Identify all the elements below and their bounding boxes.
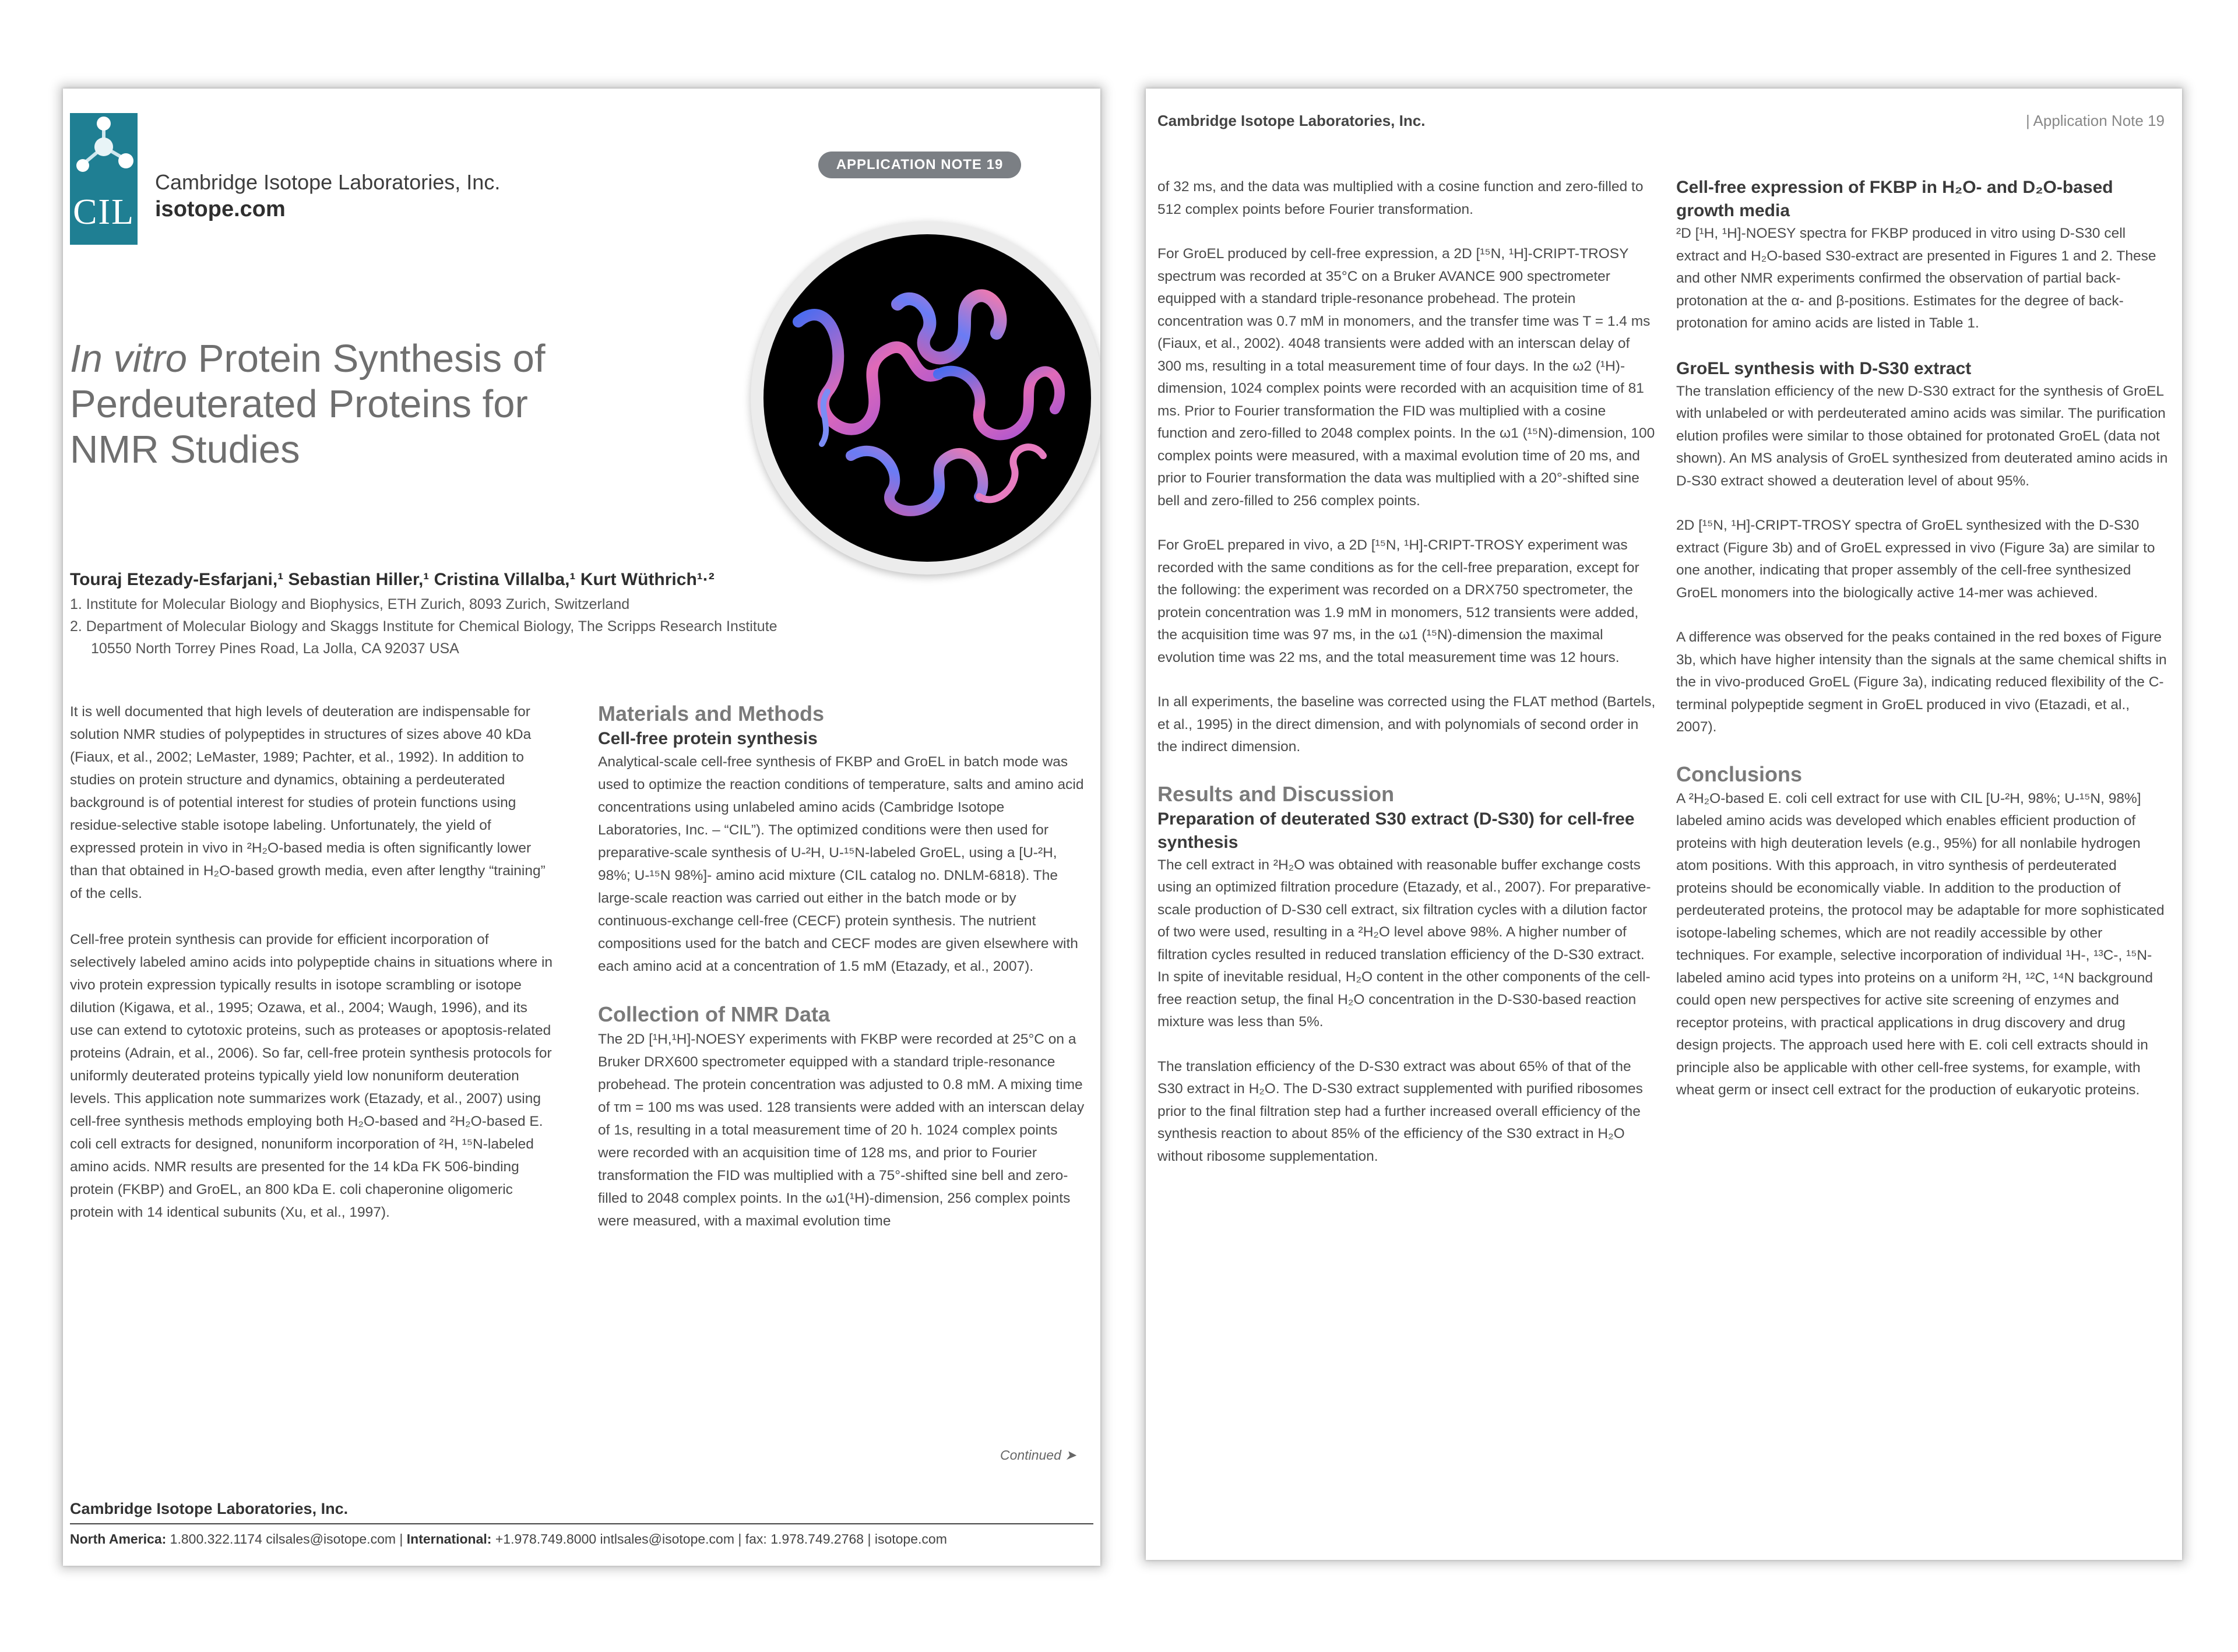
page-2 [1146, 89, 2182, 1560]
p2-c1-paragraph-2: For GroEL produced by cell-free expression, a 2D [¹⁵N, ¹H]-CRIPT-TROSY spectrum was recorded at 35°C on a Bruker AVANCE 900 spectrometer equipped with a standard triple-resonance probehead. The protein concentration was 0.7 mM in monomers, and the transfer time was T = 1.4 ms (Fiaux, et al., 2002). 4048 transients were added with an interscan delay of 300 ms, resulting in a total measurement time of four days. In the ω2 (¹H)-dimension, 1024 complex points were recorded with an acquisition time of 81 ms. Prior to Fourier transformation the FID was multiplied with a cosine function and zero-filled to 2048 complex points. In the ω1 (¹⁵N)-dimension, 100 complex points were measured, with a maximal evolution time of 20 ms, and prior to Fourier transformation the data was multiplied with a 20°-shifted sine bell and zero-filled to 256 complex points. [1157, 246, 1655, 509]
p2-c2-paragraph-4: A difference was observed for the peaks contained in the red boxes of Figure 3b, which have higher intensity than the signals at the same chemical shifts in the in vivo-produced GroEL (Figure 3a), indicating reduced flexibility of the C-terminal polypeptide segment in GroEL produced in vivo (Etazadi, et al., 2007). [1676, 629, 2167, 735]
page2-column-1 [1157, 176, 1656, 1190]
continued-link[interactable]: Continued ➤ [1000, 1447, 1076, 1463]
cell-free-paragraph: Analytical-scale cell-free synthesis of FKBP and GroEL in batch mode was used to optimize the reaction conditions of temperature, salts and amino acid concentrations using unlabeled amino acids (Cambridge Isotope Laboratories, Inc. – “CIL”). The optimized conditions were then used for preparative-scale synthesis of U-²H, U-¹⁵N-labeled GroEL, using a [U-²H, 98%; U-¹⁵N 98%]- amino acid mixture (CIL catalog no. DNLM-6818). The large-scale reaction was carried out either in the batch mode or by continuous-exchange cell-free (CECF) protein synthesis. The nutrient compositions used for the batch and CECF modes are given elsewhere with each amino acid at a concentration of 1.5 mM (Etazady, et al., 2007). [598, 754, 1084, 974]
p2-c2-paragraph-5: A ²H₂O-based E. coli cell extract for use with CIL [U-²H, 98%; U-¹⁵N, 98%] labeled amino acids was developed which enables efficient production of proteins with high deuteration levels (e.g., 95%) for all nonlabile hydrogen atom positions. With this approach, in vitro synthesis of perdeuterated proteins should be economically viable. In addition to the production of perdeuterated proteins, the protocol may be adaptable for more sophisticated isotope-labeling schemes, which are not readily accessible by other techniques. For example, selective incorporation of individual ¹H-, ¹³C-, ¹⁵N-labeled amino acid types into proteins on a uniform ²H, ¹²C, ¹⁴N background could open new perspectives for active site screening of enzymes and receptor proteins, with practical applications in drug discovery and drug design projects. The approach used here with E. coli cell extracts should in principle also be applicable with other cell-free systems, for example, with wheat germ or insect cell extract for the production of eukaryotic proteins. [1676, 790, 2165, 1098]
title-italic: In vitro [70, 336, 188, 381]
intro-paragraph-1: It is well documented that high levels of deuteration are indispensable for solution NMR studies of polypeptides in structures of sizes above 40 kDa (Fiaux, et al., 2002; LeMaster, 1989; Pachter, et al., 1992). In addition to studies on protein structure and dynamics, obtaining a perdeuterated background is of potential interest for studies of protein functions using residue-selective stable isotope labeling. Unfortunately, the yield of expressed protein in vivo in ²H₂O-based media is often significantly lower than that obtained in H₂O-based growth media, even after lengthy “training” of the cells. [70, 704, 546, 901]
footer-int: +1.978.749.8000 intlsales@isotope.com | fax: 1.978.749.2768 | isotope.com [491, 1531, 947, 1547]
p2-c1-paragraph-6: The translation efficiency of the D-S30 extract was about 65% of that of the S30 extract in H₂O. The D-S30 extract supplemented with purified ribosomes prior to the final filtration step had a further increased overall efficiency of the synthesis reaction to about 85% of the efficiency of the S30 extract in H₂O without ribosome supplementation. [1157, 1058, 1643, 1164]
page-title [70, 336, 594, 473]
footer-int-label: International: [406, 1531, 492, 1547]
affiliation-3: 10550 North Torrey Pines Road, La Jolla, CA 92037 USA [91, 640, 459, 657]
materials-methods-heading: Materials and Methods [598, 702, 825, 725]
intro-paragraph-2: Cell-free protein synthesis can provide for efficient incorporation of selectively labeled amino acids into polypeptide chains in situations where in vivo protein expression typically results in isotope scrambling or isotope dilution (Kigawa, et al., 1995; Ozawa, et al., 2004; Waugh, 1996), and its use can extend to cytotoxic proteins, such as proteases or apoptosis-related proteins (Adrain, et al., 2006). So far, cell-free protein synthesis protocols for uniformly deuterated proteins typically yield low nonuniform deuteration levels. This application note summarizes work (Etazady, et al., 2007) using cell-free synthesis methods employing both H₂O-based and ²H₂O-based E. coli cell extracts for designed, nonuniform incorporation of ²H, ¹⁵N-labeled amino acids. NMR results are presented for the 14 kDa FK 506-binding protein (FKBP) and GroEL, an 800 kDa E. coli chaperonine oligomeric protein with 14 identical subunits (Xu, et al., 1997). [70, 932, 553, 1220]
results-heading: Results and Discussion [1157, 781, 1395, 806]
footer-divider [70, 1523, 1093, 1524]
cil-logo [70, 113, 138, 245]
logo-text: CIL [73, 192, 135, 232]
cell-free-heading: Cell-free protein synthesis [598, 729, 818, 748]
p2-c1-paragraph-3: For GroEL prepared in vivo, a 2D [¹⁵N, ¹H]-CRIPT-TROSY experiment was recorded with the same conditions as for the cell-free preparation, except for the following: the experiment was recorded on a DRX750 spectrometer, the protein concentration was 1.9 mM in monomers, 512 transients were added, the acquisition time was 97 ms, in the ω1 (¹⁵N)-dimension the maximal evolution time was 22 ms, and the total measurement time was 12 hours. [1157, 537, 1639, 665]
prep-heading: Preparation of deuterated S30 extract (D-S30) for cell-free synthesis [1157, 809, 1635, 852]
company-name: Cambridge Isotope Laboratories, Inc. [155, 170, 501, 194]
p2-c2-paragraph-1: ²D [¹H, ¹H]-NOESY spectra for FKBP produced in vitro using D-S30 cell extract and H₂O-based S30-extract are presented in Figures 1 and 2. These and other NMR experiments confirmed the observation of partial back-protonation at the α- and β-positions. Estimates for the degree of back-protonation for amino acids are listed in Table 1. [1676, 226, 2156, 331]
page2-column-2 [1676, 176, 2169, 1124]
affiliation-1: 1. Institute for Molecular Biology and Biophysics, ETH Zurich, 8093 Zurich, Switzerland [70, 596, 630, 612]
footer-contact [70, 1531, 947, 1547]
nmr-data-heading: Collection of NMR Data [598, 1002, 831, 1026]
protein-ribbon-image [763, 234, 1091, 562]
application-note-badge: APPLICATION NOTE 19 [818, 152, 1021, 178]
p2-c2-paragraph-3: 2D [¹⁵N, ¹H]-CRIPT-TROSY spectra of GroEL synthesized with the D-S30 extract (Figure 3b) and of GroEL expressed in vivo (Figure 3a) are similar to one another, indicating that proper assembly of the cell-free synthesized GroEL monomers into the biologically active 14-mer was achieved. [1676, 517, 2155, 601]
intro-column [70, 700, 554, 1247]
page-1 [63, 89, 1100, 1566]
p2-c2-paragraph-2: The translation efficiency of the new D-S30 extract for the synthesis of GroEL with unlabeled or with perdeuterated amino acids was similar. The purification elution profiles were similar to those obtained for protonated GroEL (data not shown). An MS analysis of GroEL synthesized from deuterated amino acids in D-S30 extract showed a deuteration level of about 95%. [1676, 383, 2168, 489]
p2-c1-paragraph-4: In all experiments, the baseline was corrected using the FLAT method (Bartels, et al., 1995) in the direct dimension, and with polynomials of second order in the indirect dimension. [1157, 694, 1656, 755]
methods-column [598, 700, 1089, 1256]
groel-heading: GroEL synthesis with D-S30 extract [1676, 358, 1972, 378]
fkbp-heading: Cell-free expression of FKBP in H₂O- and D₂O-based growth media [1676, 178, 2113, 220]
affiliation-2: 2. Department of Molecular Biology and Skaggs Institute for Chemical Biology, The Scripps Research Institute [70, 618, 777, 635]
footer-na-label: North America: [70, 1531, 167, 1547]
p2-c1-paragraph-1: of 32 ms, and the data was multiplied with a cosine function and zero-filled to 512 complex points before Fourier transformation. [1157, 179, 1644, 217]
website-link[interactable]: isotope.com [155, 197, 286, 221]
title-rest: Protein Synthesis of Perdeuterated Proteins for NMR Studies [70, 336, 546, 471]
nmr-data-paragraph: The 2D [¹H,¹H]-NOESY experiments with FKBP were recorded at 25°C on a Bruker DRX600 spectrometer equipped with a standard triple-resonance probehead. The protein concentration was adjusted to 0.8 mM. A mixing time of τm = 100 ms was used. 128 transients were added with an interscan delay of 1s, resulting in a total measurement time of 20 h. 1024 complex points were recorded with an acquisition time of 128 ms, and prior to Fourier transformation the FID was multiplied with a 75°-shifted sine bell and zero-filled to 2048 complex points. In the ω1(¹H)-dimension, 256 complex points were measured, with a maximal evolution time [598, 1031, 1085, 1229]
molecule-icon [70, 113, 138, 183]
conclusions-heading: Conclusions [1676, 762, 1803, 786]
protein-image-frame [751, 221, 1100, 575]
authors: Touraj Etezady-Esfarjani,¹ Sebastian Hiller,¹ Cristina Villalba,¹ Kurt Wüthrich¹·² [70, 570, 715, 589]
footer-na: 1.800.322.1174 cilsales@isotope.com | [166, 1531, 407, 1547]
footer-company: Cambridge Isotope Laboratories, Inc. [70, 1500, 349, 1517]
page2-header-company: Cambridge Isotope Laboratories, Inc. [1157, 112, 1426, 129]
p2-c1-paragraph-5: The cell extract in ²H₂O was obtained with reasonable buffer exchange costs using an optimized filtration procedure (Etazady, et al., 2007). For preparative-scale production of D-S30 cell extract, six filtration cycles with a dilution factor of two were used, resulting in a ²H₂O level above 98%. A higher number of filtration cycles resulted in reduced translation efficiency of the D-S30 extract. In spite of inevitable residual, H₂O content in the other components of the cell-free reaction setup, the final H₂O concentration in the D-S30-based reaction mixture was less than 5%. [1157, 857, 1651, 1030]
page2-header-note: | Application Note 19 [2025, 112, 2165, 129]
